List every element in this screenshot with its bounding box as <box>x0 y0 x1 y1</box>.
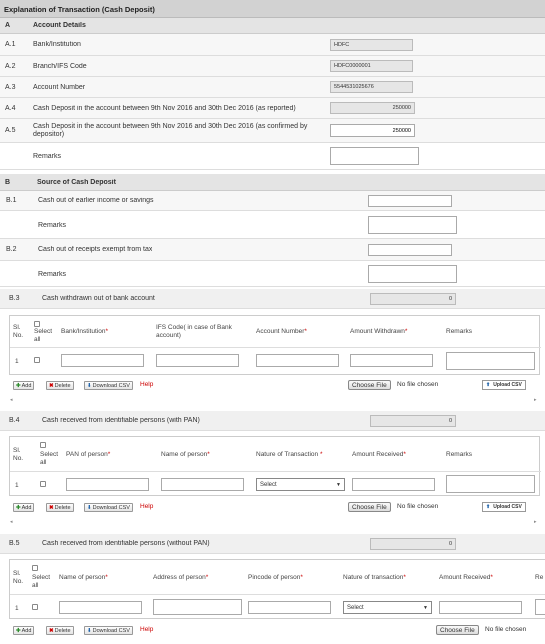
b3-table <box>9 315 540 375</box>
col-sl-no: Sl. No. <box>13 570 24 585</box>
col-address: Address of person* <box>153 574 209 581</box>
col-name: Name of person* <box>59 574 108 581</box>
b1-remarks-input[interactable] <box>368 216 457 234</box>
row-number: B.2 <box>6 246 17 253</box>
b5-table <box>9 559 545 619</box>
page-title: Explanation of Transaction (Cash Deposit) <box>0 0 545 18</box>
name-input[interactable] <box>59 601 142 614</box>
row-b2-remarks <box>0 261 545 287</box>
col-remarks-truncated: Re <box>535 574 544 581</box>
col-bank-institution: Bank/Institution* <box>61 328 108 335</box>
row-label: Account Number <box>33 84 86 91</box>
row-label: Cash Deposit in the account between 9th Nov 2016 and 30th Dec 2016 (as confirmed by depositor) <box>33 123 308 138</box>
cash-deposit-reported-field: 250000 <box>330 102 415 114</box>
ifs-code-field: HDFC0000001 <box>330 60 413 72</box>
b3-total-field: 0 <box>370 293 456 305</box>
col-sl-no: Sl. No. <box>13 447 24 462</box>
plus-icon: ✚ <box>16 627 21 634</box>
scroll-left-icon[interactable]: ◂ <box>10 519 13 525</box>
b4-table <box>9 436 540 496</box>
close-icon: ✖ <box>49 382 54 389</box>
download-csv-button[interactable]: ⬇ Download CSV <box>84 503 133 512</box>
row-number: A.5 <box>5 127 16 134</box>
no-file-text: No file chosen <box>485 626 527 633</box>
row-a4 <box>0 98 545 119</box>
row-checkbox[interactable] <box>32 604 38 610</box>
scroll-right-icon[interactable]: ▸ <box>534 397 537 403</box>
plus-icon: ✚ <box>16 382 21 389</box>
col-select-all: Select all <box>32 574 51 589</box>
scroll-left-icon[interactable]: ◂ <box>10 397 13 403</box>
section-b-letter: B <box>5 179 11 186</box>
bank-institution-input[interactable] <box>61 354 144 367</box>
close-icon: ✖ <box>49 627 54 634</box>
row-label: Cash received from identifiable persons (without PAN) <box>42 540 210 547</box>
row-a1 <box>0 34 545 56</box>
col-amount-received: Amount Received* <box>439 574 493 581</box>
row-label: Branch/IFS Code <box>33 63 87 70</box>
ifs-code-input[interactable] <box>156 354 239 367</box>
row-number: B.5 <box>9 540 20 547</box>
row-number: 1 <box>15 605 19 612</box>
section-b-header <box>0 174 545 191</box>
row-number: A.2 <box>5 63 16 70</box>
row-checkbox[interactable] <box>34 357 40 363</box>
help-link[interactable]: Help <box>140 626 154 633</box>
col-nature: Nature of Transaction * <box>256 451 323 458</box>
row-b2 <box>0 239 545 261</box>
section-a-letter: A <box>5 22 11 29</box>
add-button[interactable]: ✚ Add <box>13 381 34 390</box>
row-a3 <box>0 77 545 98</box>
cash-deposit-confirmed-input[interactable] <box>330 124 415 137</box>
select-all-checkbox[interactable] <box>34 321 40 327</box>
delete-button[interactable]: ✖ Delete <box>46 503 74 512</box>
row-b3 <box>0 289 545 309</box>
row-number: B.3 <box>9 295 20 302</box>
remarks-input[interactable] <box>330 147 419 165</box>
nature-select[interactable]: Select ▼ <box>343 601 432 614</box>
col-name: Name of person* <box>161 451 210 458</box>
remarks-input[interactable] <box>446 352 535 370</box>
b5-total-field: 0 <box>370 538 456 550</box>
name-input[interactable] <box>161 478 244 491</box>
row-a2 <box>0 56 545 77</box>
row-number: A.3 <box>5 84 16 91</box>
section-a-title: Account Details <box>33 22 86 29</box>
nature-select[interactable]: Select ▼ <box>256 478 345 491</box>
add-button[interactable]: ✚ Add <box>13 503 34 512</box>
upload-csv-button[interactable]: ⬆ Upload CSV <box>482 502 526 512</box>
choose-file-button[interactable]: Choose File <box>348 502 391 512</box>
no-file-text: No file chosen <box>397 381 439 388</box>
col-pincode: Pincode of person* <box>248 574 303 581</box>
upload-icon: ⬆ <box>486 504 491 510</box>
amount-received-input[interactable] <box>439 601 522 614</box>
col-select-all: Select all <box>34 328 53 343</box>
row-label: Cash out of earlier income or savings <box>38 197 154 204</box>
section-a-header <box>0 18 545 34</box>
row-number: A.1 <box>5 41 16 48</box>
upload-csv-button[interactable]: ⬆ Upload CSV <box>482 380 526 390</box>
upload-icon: ⬆ <box>486 382 491 388</box>
row-label: Remarks <box>33 153 62 160</box>
row-label: Cash withdrawn out of bank account <box>42 295 155 302</box>
row-b1 <box>0 191 545 211</box>
scroll-right-icon[interactable]: ▸ <box>534 519 537 525</box>
select-all-checkbox[interactable] <box>32 565 38 571</box>
delete-button[interactable]: ✖ Delete <box>46 626 74 635</box>
section-b-title: Source of Cash Deposit <box>37 179 116 186</box>
remarks-input[interactable] <box>446 475 535 493</box>
b2-amount-input[interactable] <box>368 244 452 256</box>
b1-amount-input[interactable] <box>368 195 452 207</box>
row-number: B.1 <box>6 197 17 204</box>
help-link[interactable]: Help <box>140 503 154 510</box>
row-label: Bank/Institution <box>33 41 81 48</box>
delete-button[interactable]: ✖ Delete <box>46 381 74 390</box>
col-account-number: Account Number* <box>256 328 307 335</box>
help-link[interactable]: Help <box>140 381 154 388</box>
b4-total-field: 0 <box>370 415 456 427</box>
row-label: Cash out of receipts exempt from tax <box>38 246 153 253</box>
download-csv-button[interactable]: ⬇ Download CSV <box>84 381 133 390</box>
bank-institution-field: HDFC <box>330 39 413 51</box>
add-button[interactable]: ✚ Add <box>13 626 34 635</box>
download-icon: ⬇ <box>87 504 92 511</box>
b2-remarks-input[interactable] <box>368 265 457 283</box>
row-label: Cash received from identifiable persons (with PAN) <box>42 417 200 424</box>
plus-icon: ✚ <box>16 504 21 511</box>
row-label: Remarks <box>38 222 67 229</box>
col-sl-no: Sl. No. <box>13 324 24 339</box>
row-b5 <box>0 534 545 554</box>
download-csv-button[interactable]: ⬇ Download CSV <box>84 626 133 635</box>
col-ifs-code: IFS Code( in case of Bank account) <box>156 324 232 339</box>
row-b4 <box>0 411 545 431</box>
no-file-text: No file chosen <box>397 503 439 510</box>
col-select-all: Select all <box>40 451 59 466</box>
remarks-input[interactable] <box>535 599 545 615</box>
download-icon: ⬇ <box>87 627 92 634</box>
choose-file-button[interactable]: Choose File <box>348 380 391 390</box>
chevron-down-icon: ▼ <box>336 481 341 488</box>
address-input[interactable] <box>153 599 242 615</box>
row-a5 <box>0 119 545 143</box>
pan-input[interactable] <box>66 478 149 491</box>
col-pan: PAN of person* <box>66 451 111 458</box>
row-number: 1 <box>15 482 19 489</box>
download-icon: ⬇ <box>87 382 92 389</box>
col-nature: Nature of transaction* <box>343 574 406 581</box>
account-number-input[interactable] <box>256 354 339 367</box>
close-icon: ✖ <box>49 504 54 511</box>
chevron-down-icon: ▼ <box>423 604 428 611</box>
col-remarks: Remarks <box>446 328 473 335</box>
col-amount-received: Amount Received* <box>352 451 406 458</box>
row-a-remarks <box>0 143 545 170</box>
col-amount-withdrawn: Amount Withdrawn* <box>350 328 408 335</box>
col-remarks: Remarks <box>446 451 473 458</box>
row-number: A.4 <box>5 105 16 112</box>
select-all-checkbox[interactable] <box>40 442 46 448</box>
row-number: B.4 <box>9 417 20 424</box>
row-number: 1 <box>15 358 19 365</box>
pincode-input[interactable] <box>248 601 331 614</box>
row-checkbox[interactable] <box>40 481 46 487</box>
row-label: Cash Deposit in the account between 9th Nov 2016 and 30th Dec 2016 (as reported) <box>33 105 296 112</box>
row-b1-remarks <box>0 211 545 239</box>
amount-withdrawn-input[interactable] <box>350 354 433 367</box>
choose-file-button[interactable]: Choose File <box>436 625 479 635</box>
row-label: Remarks <box>38 271 67 278</box>
amount-received-input[interactable] <box>352 478 435 491</box>
account-number-field: 5544531025676 <box>330 81 413 93</box>
